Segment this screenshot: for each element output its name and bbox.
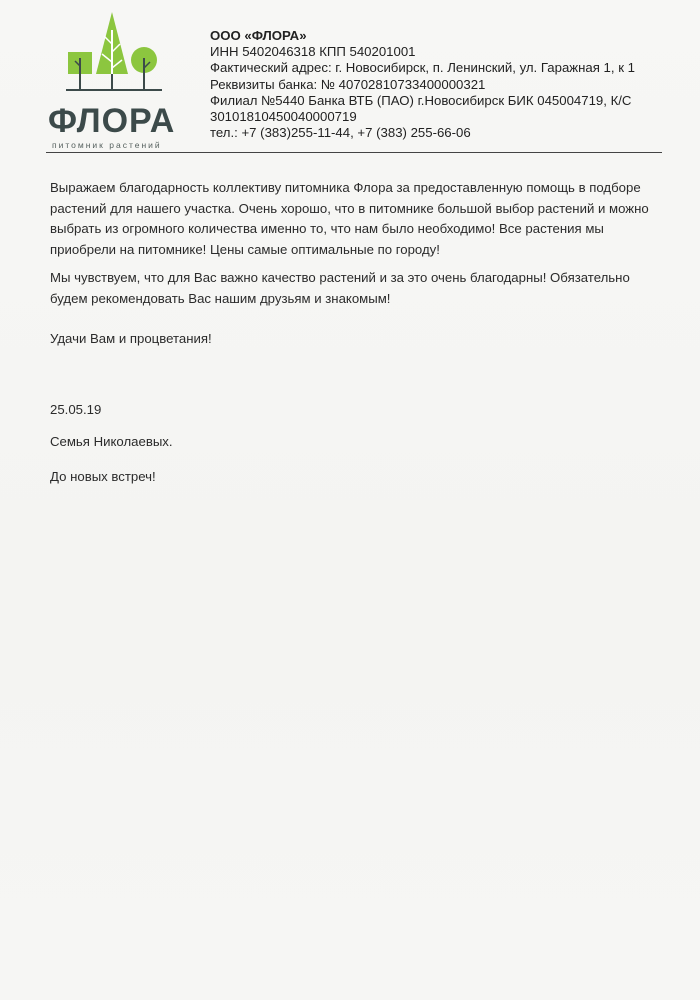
logo-tagline: питомник растений	[52, 140, 162, 150]
company-logo	[46, 12, 191, 150]
header-divider	[46, 152, 662, 153]
trees-logo-icon	[66, 12, 181, 94]
company-name: ООО «ФЛОРА»	[210, 28, 307, 43]
letter-paragraph-3	[50, 329, 670, 350]
letter-date: 25.05.19	[50, 402, 102, 417]
paragraph-1-text: Выражаем благодарность коллективу питомника Флора за предоставленную помощь в подборе растений для нашего участка. Очень хорошо, что в питомнике большой выбор растений и можно выбрать из огромного количества именно то, что нам было необходимо! Все растения мы приобрели на питомнике! Цены самые оптимальные по городу!	[50, 180, 649, 257]
inn-kpp: ИНН 5402046318 КПП 540201001	[210, 44, 416, 60]
letter-paragraph-1	[50, 178, 670, 260]
address: Фактический адрес: г. Новосибирск, п. Ленинский, ул. Гаражная 1, к 1	[210, 60, 635, 76]
paragraph-3-text: Удачи Вам и процветания!	[50, 331, 212, 346]
letter-signature: Семья Николаевых.	[50, 434, 173, 449]
letter-paragraph-2	[50, 268, 670, 309]
phones: тел.: +7 (383)255-11-44, +7 (383) 255-66-06	[210, 125, 471, 141]
letterhead-details	[210, 28, 680, 141]
correspondent-account: 30101810450040000719	[210, 109, 357, 125]
bank-requisites: Реквизиты банка: № 40702810733400000321	[210, 76, 486, 92]
letter-closing: До новых встреч!	[50, 469, 156, 484]
logo-wordmark: ФЛОРА	[48, 102, 176, 140]
paragraph-2-text: Мы чувствуем, что для Вас важно качество растений и за это очень благодарны! Обязательно будем рекомендовать Вас нашим друзьям и знакомым!	[50, 270, 630, 306]
bank-branch: Филиал №5440 Банка ВТБ (ПАО) г.Новосибирск БИК 045004719, К/С	[210, 92, 632, 108]
